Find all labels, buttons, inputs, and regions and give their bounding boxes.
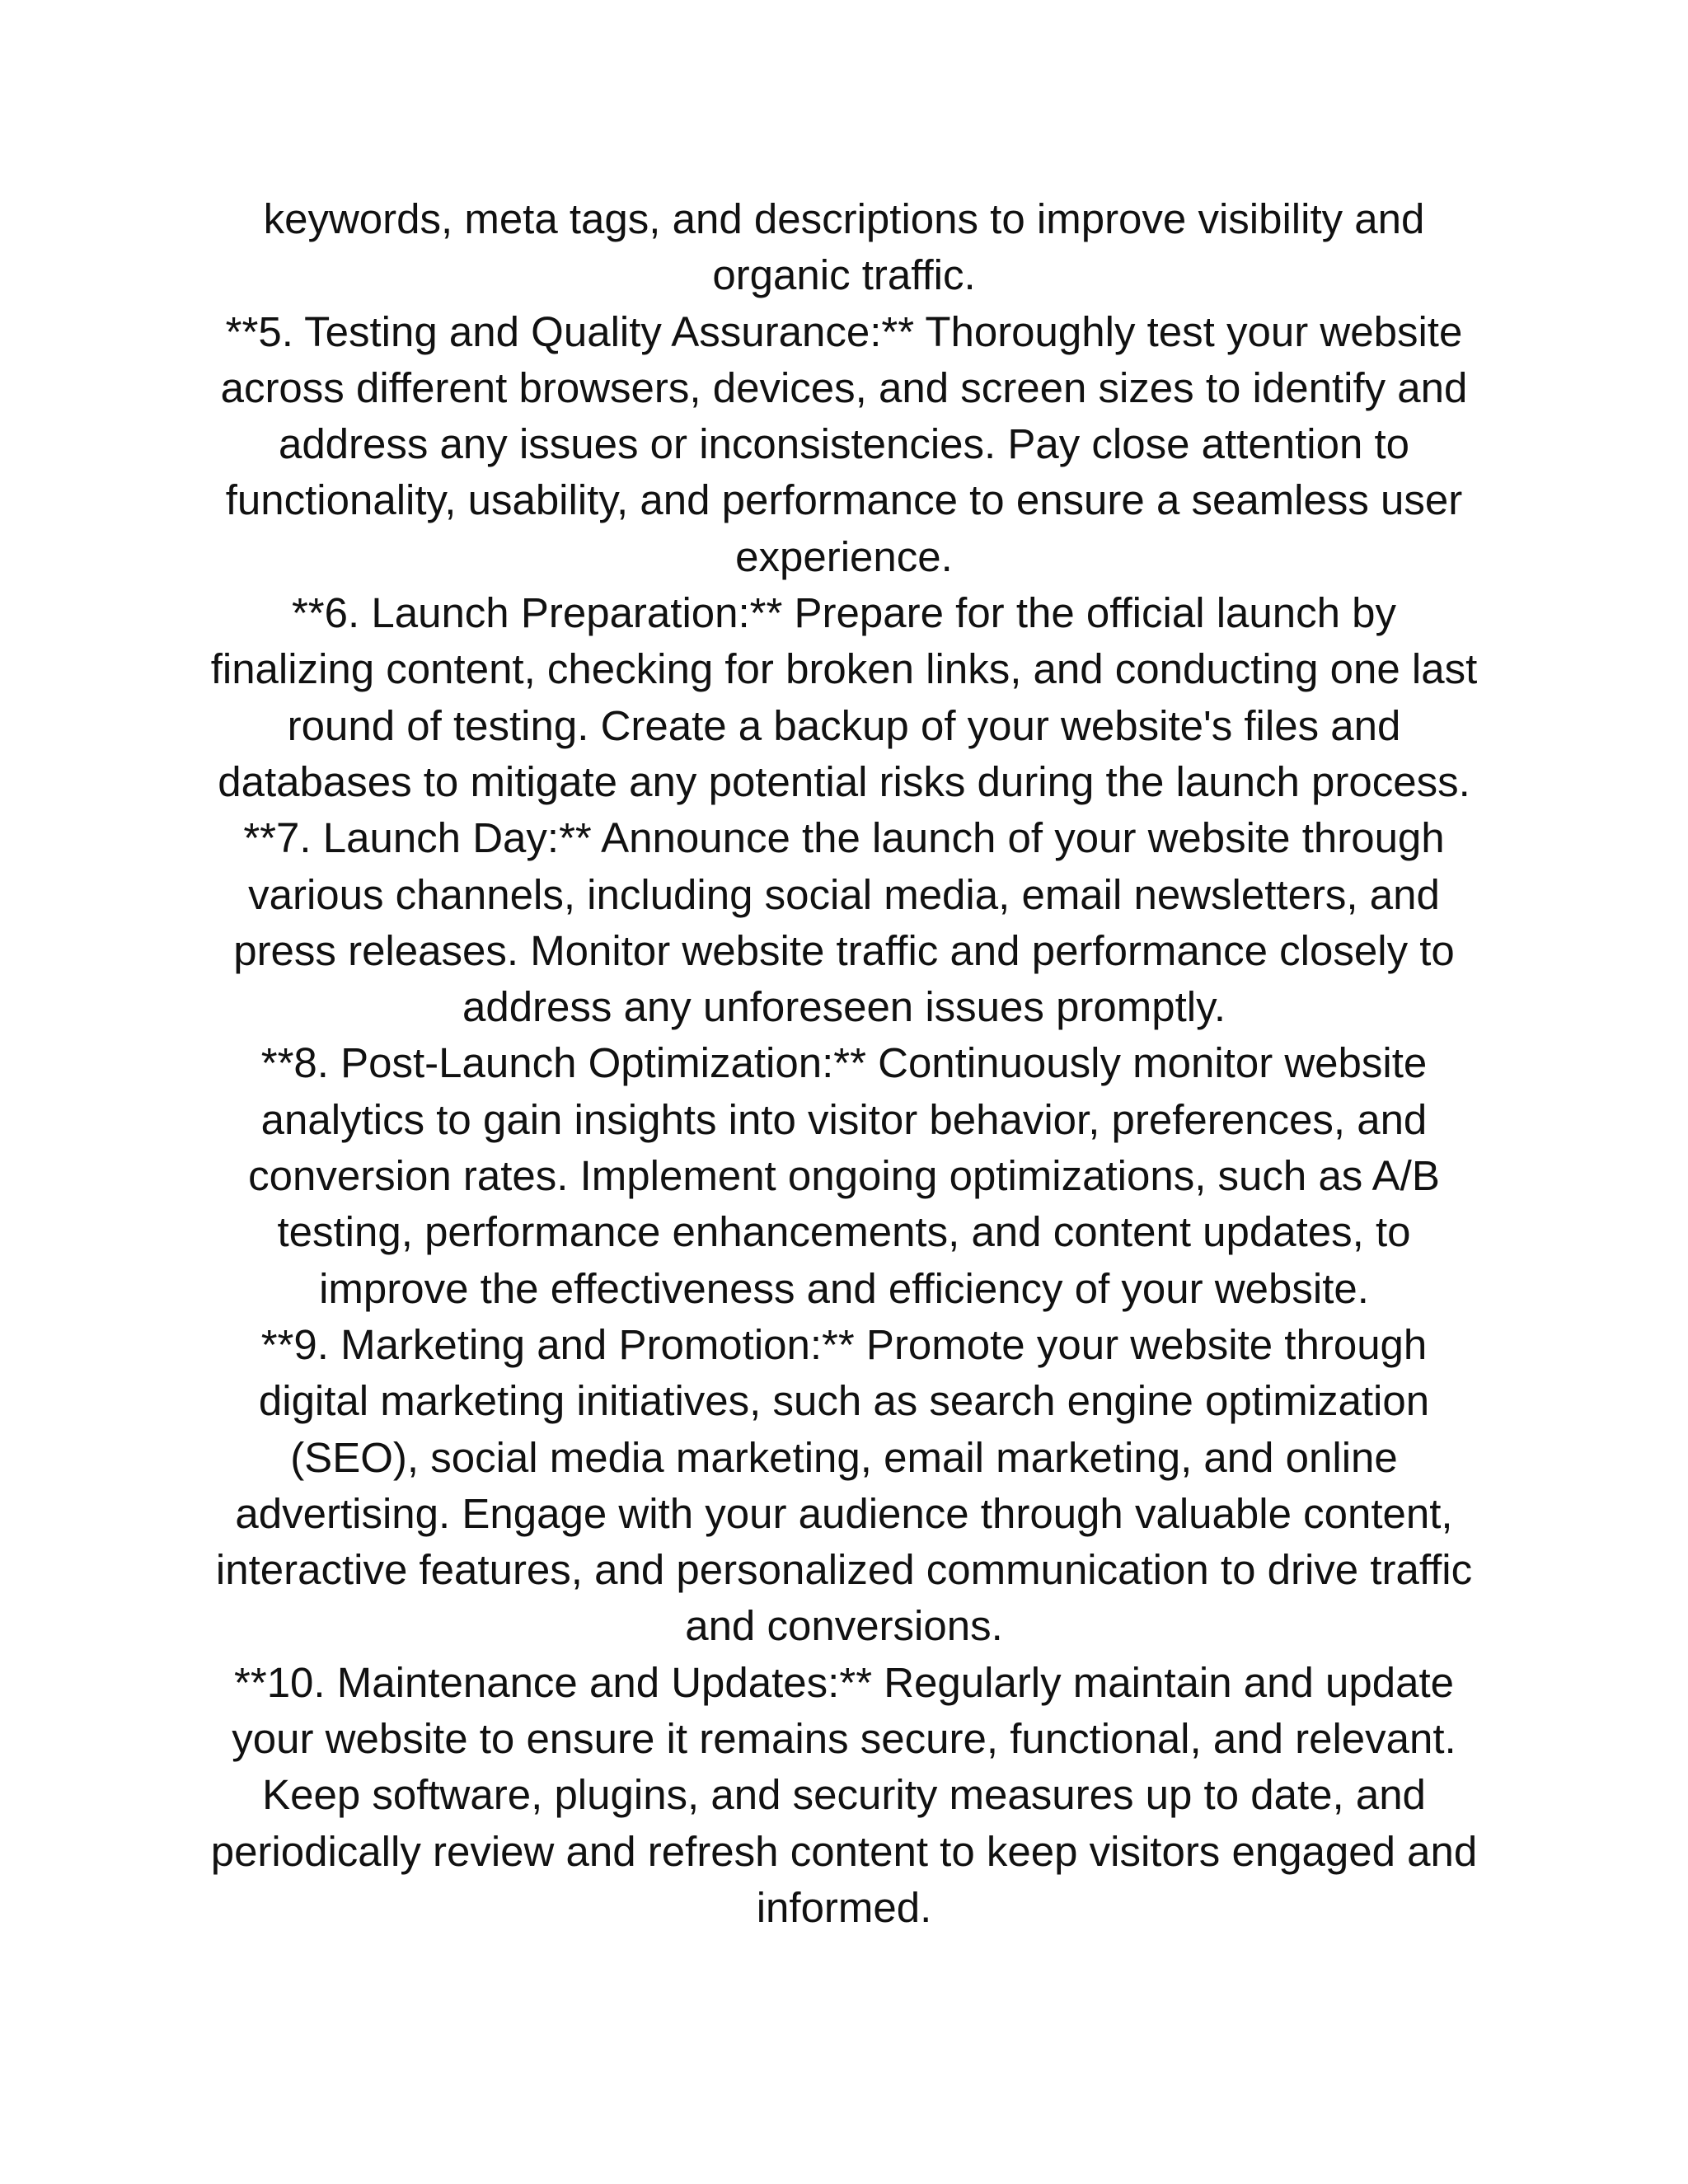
text-line: **10. Maintenance and Updates:** Regularly maintain and update bbox=[234, 1658, 1454, 1706]
text-line: **6. Launch Preparation:** Prepare for the official launch by bbox=[291, 589, 1397, 637]
text-line: analytics to gain insights into visitor behavior, preferences, and bbox=[260, 1095, 1428, 1143]
text-line: **8. Post-Launch Optimization:** Continuously monitor website bbox=[260, 1039, 1428, 1087]
text-line: across different browsers, devices, and screen sizes to identify and bbox=[220, 363, 1468, 411]
text-line: **5. Testing and Quality Assurance:** Thoroughly test your website bbox=[225, 307, 1463, 355]
text-line: advertising. Engage with your audience through valuable content, bbox=[235, 1489, 1453, 1537]
text-line: interactive features, and personalized communication to drive traffic bbox=[215, 1546, 1473, 1594]
text-line: periodically review and refresh content to keep visitors engaged and bbox=[210, 1827, 1478, 1875]
text-line: round of testing. Create a backup of your website's files and bbox=[287, 701, 1401, 749]
text-line: address any unforeseen issues promptly. bbox=[462, 983, 1226, 1031]
text-line: Keep software, plugins, and security measures up to date, and bbox=[262, 1771, 1426, 1819]
text-line: your website to ensure it remains secure, functional, and relevant. bbox=[232, 1715, 1456, 1763]
text-line: functionality, usability, and performance to ensure a seamless user bbox=[225, 476, 1463, 524]
text-line: databases to mitigate any potential risks during the launch process. bbox=[218, 757, 1470, 805]
text-line: **7. Launch Day:** Announce the launch of your website through bbox=[243, 814, 1445, 862]
text-line: informed. bbox=[756, 1883, 932, 1931]
text-line: organic traffic. bbox=[712, 251, 976, 299]
text-line: various channels, including social media, email newsletters, and bbox=[248, 870, 1440, 918]
text-line: finalizing content, checking for broken links, and conducting one last bbox=[210, 645, 1478, 693]
text-line: and conversions. bbox=[685, 1602, 1003, 1650]
text-line: press releases. Monitor website traffic and performance closely to bbox=[233, 926, 1455, 974]
text-line: conversion rates. Implement ongoing optimizations, such as A/B bbox=[248, 1152, 1440, 1200]
text-line: testing, performance enhancements, and content updates, to bbox=[277, 1208, 1411, 1256]
document-body-text bbox=[181, 191, 1507, 1936]
text-line: address any issues or inconsistencies. Pay close attention to bbox=[278, 420, 1410, 468]
text-line: experience. bbox=[735, 532, 953, 580]
text-line: improve the effectiveness and efficiency of your website. bbox=[319, 1264, 1369, 1312]
text-line: keywords, meta tags, and descriptions to improve visibility and bbox=[263, 195, 1425, 242]
text-line: (SEO), social media marketing, email marketing, and online bbox=[290, 1433, 1398, 1481]
text-line: **9. Marketing and Promotion:** Promote your website through bbox=[260, 1320, 1428, 1368]
text-line: digital marketing initiatives, such as search engine optimization bbox=[258, 1377, 1430, 1425]
